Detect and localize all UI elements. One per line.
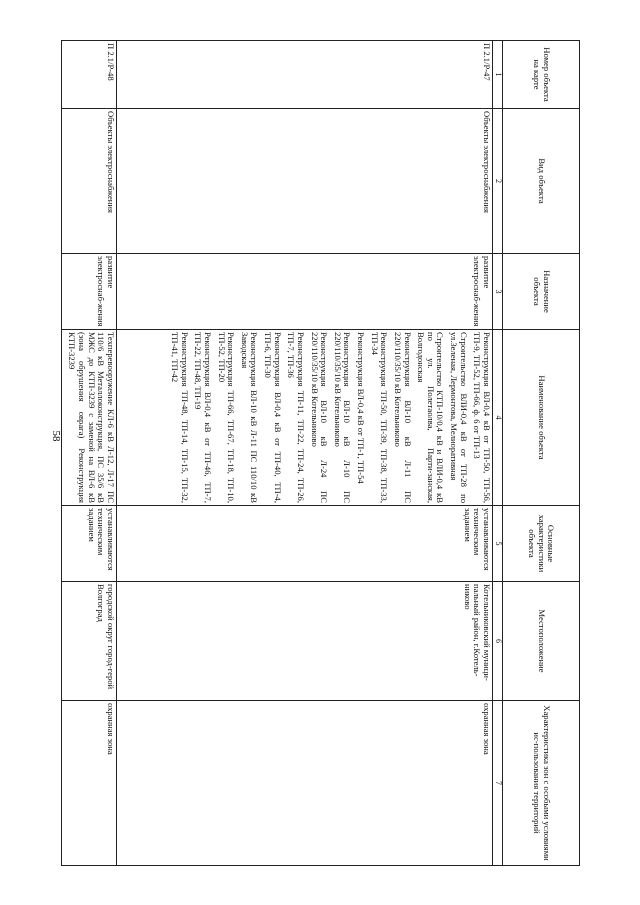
header-characteristics: Основные характеристики объекта — [503, 506, 580, 582]
object-type: Объекты электроснабжения — [61, 109, 116, 254]
header-purpose: Назначение объекта — [503, 254, 580, 330]
col-num-5: 5 — [493, 506, 503, 582]
col-num-4: 4 — [493, 330, 503, 506]
object-location: Котельниковский муници-пальный район, г.Котель-никово — [117, 582, 493, 701]
objects-table — [61, 40, 580, 866]
object-name-item: Строительство ВЛИ-0,4 кВ от ТП-28 по ул.Зеленая, Лермонтова, Мелиоративная — [449, 332, 469, 503]
object-name-item: Техперевооружение КЛ-6 кВ Л-12, Л-17 ПС 110/6 кВ Металлоконструкция, ПС 35/6 кВ МЖС до КТП-3239 с заменой на ВЛ-6 кВ (зона обрушения оврага) Реконструкция КТП-3239 — [67, 332, 116, 503]
object-characteristics: устанавливаются техническим заданием — [117, 506, 493, 582]
object-name-item: Реконструкция ВЛ-10 кВ Л-24 ПС 220/110/35/10 кВ Котельниково — [309, 332, 330, 503]
col-num-2: 2 — [493, 109, 503, 254]
object-purpose: развитие электроснаб-жения — [117, 254, 493, 330]
object-name-item: Реконструкция ТП-50, ТП-39, ТП-38, ТП-33, ТП-34 — [369, 332, 390, 503]
object-name-item: Реконструкция ТП-66, ТП-67, ТП-18, ТП-10, ТП-52, ТП-20 — [216, 332, 237, 503]
object-location: городской округ город-герой Волгоград — [61, 582, 116, 701]
object-name-item: Реконструкция ВЛ-10 кВ Л-11 ПС 110/10 кВ Заводская — [239, 332, 260, 503]
header-type: Вид объекта — [503, 109, 580, 254]
rotated-table-page — [60, 40, 580, 865]
table-row — [61, 41, 116, 866]
object-type: Объекты электроснабжения — [117, 109, 493, 254]
page-number: 58 — [50, 430, 62, 442]
object-purpose: развитие электроснаб-жения — [61, 254, 116, 330]
header-number: Номер объекта на карте — [503, 41, 580, 109]
object-name-item: Реконструкция ВЛ-0,4 кВ от ТП-40, ТП-4, ТП-6, ТП-30 — [263, 332, 283, 503]
object-names — [117, 330, 493, 506]
col-num-1: 1 — [493, 41, 503, 109]
object-number: П 2.1/Р-47 — [117, 41, 493, 109]
header-name: Наименование объекта — [503, 330, 580, 506]
header-zones: Характеристика зон с особыми условиями ис-пользования территорий — [503, 701, 580, 866]
object-name-item: Реконструкция ТП-48, ТП-14, ТП-15, ТП-32, ТП-41, ТП-42 — [170, 332, 190, 503]
object-name-item: Реконструкция ВЛ-0,4 кВ от ТП-1, ТП-54 — [356, 332, 367, 484]
object-zones: охранная зона — [61, 701, 116, 866]
object-number: П 2.1/Р-48 — [61, 41, 116, 109]
column-number-row — [493, 41, 503, 866]
col-num-3: 3 — [493, 254, 503, 330]
header-row — [503, 41, 580, 866]
col-num-7: 7 — [493, 701, 503, 866]
object-name-item: Реконструкция ВЛ-10 кВ Л-10 ПС 220/110/35/10 кВ Котельниково — [332, 332, 353, 503]
header-location: Местоположение — [503, 582, 580, 701]
object-name-item: Строительство КТП-10/0,4 кВ и ВЛИ-0,4 кВ по ул. Полетаолва, Парти-занская, Волгодонская — [416, 332, 446, 503]
object-name-item: Реконструкция ВЛ-0,4 кВ от ТП-46, ТП-7, ТП-22, ТП-48, ТП-19 — [193, 332, 213, 503]
object-zones: охранная зона — [117, 701, 493, 866]
object-name-item: Реконструкция ТП-11, ТП-22, ТП-24, ТП-26, ТП-7, ТП-36 — [286, 332, 306, 503]
table-row — [117, 41, 493, 866]
object-names — [61, 330, 116, 506]
object-characteristics: устанавливаются техническим заданием — [61, 506, 116, 582]
col-num-6: 6 — [493, 582, 503, 701]
object-name-item: Реконструкция ВЛ-0,4 кВ от ТП-50, ТП-56, ТП-9, ТП-52, ТП-66, ф. 6 от ТП-13 — [472, 332, 492, 503]
object-name-item: Реконструкция ВЛ-10 кВ Л-11 ПС 220/110/35/10 кВ Котельниково — [393, 332, 413, 503]
